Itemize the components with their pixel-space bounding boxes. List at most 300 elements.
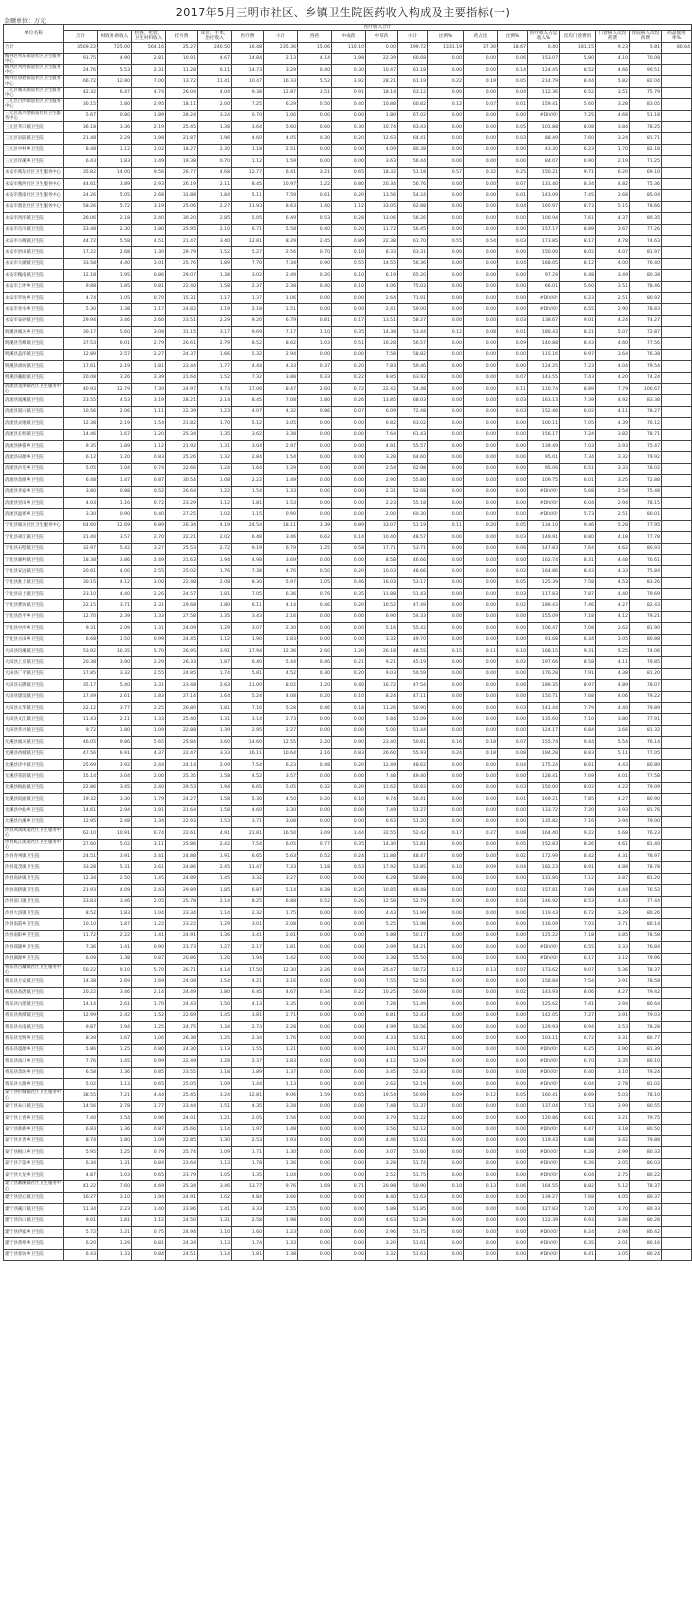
table-row	[4, 771, 692, 782]
value-cell: 3.28	[596, 99, 630, 110]
value-cell: 4.53	[98, 395, 132, 406]
value-cell: 4.43	[596, 759, 630, 770]
value-cell: 1.33	[264, 486, 298, 497]
value-cell: 0.00	[464, 1204, 498, 1215]
value-cell: 0.20	[332, 885, 366, 896]
value-cell: 24.51	[166, 1249, 198, 1260]
value-cell: 0.00	[498, 247, 528, 258]
table-row	[4, 737, 692, 748]
value-cell: 3.05	[596, 1249, 630, 1260]
value-cell: 4.03	[64, 497, 98, 508]
value-cell: 2.22	[232, 475, 264, 486]
value-cell: 6.09	[366, 406, 398, 417]
total-cell: 3569.22	[64, 42, 98, 53]
value-cell: 4.14	[298, 53, 332, 64]
value-cell: 11.88	[366, 851, 398, 862]
value-cell: 0.00	[464, 680, 498, 691]
value-cell: 22.40	[166, 281, 198, 292]
value-cell: 0.65	[332, 1090, 366, 1101]
value-cell: 24.49	[166, 987, 198, 998]
value-cell: 2.64	[366, 292, 398, 303]
value-cell: 0.00	[428, 53, 464, 64]
value-cell: 0.00	[332, 554, 366, 565]
value-cell: 80.26	[630, 908, 662, 919]
value-cell: 0.00	[298, 634, 332, 645]
value-cell: 1.71	[232, 1147, 264, 1158]
value-cell: 24.34	[166, 1238, 198, 1249]
value-cell: 0.10	[332, 691, 366, 702]
value-cell: 2.11	[98, 714, 132, 725]
value-cell: 7.03	[560, 441, 596, 452]
value-cell: 27.25	[166, 509, 198, 520]
value-cell: 2.90	[366, 475, 398, 486]
value-cell: 50.59	[398, 668, 428, 679]
value-cell: 0.00	[428, 611, 464, 622]
value-cell: 0.00	[464, 702, 498, 713]
value-cell: 6.47	[560, 1124, 596, 1135]
value-cell: 2.14	[132, 987, 166, 998]
value-cell: 5.24	[232, 691, 264, 702]
value-cell: 3.91	[198, 646, 232, 657]
value-cell: 0.35	[332, 589, 366, 600]
value-cell: 1.45	[198, 873, 232, 884]
unit-name-cell: 宁化县湖村镇卫生院	[4, 554, 64, 565]
value-cell: 51.18	[630, 110, 662, 121]
value-cell: 64.60	[64, 520, 98, 531]
value-cell: 0.34	[298, 987, 332, 998]
value-cell: 5.30	[232, 794, 264, 805]
value-cell: 0.09	[498, 338, 528, 349]
value-cell: 5.16	[366, 623, 398, 634]
value-cell: 4.99	[366, 1021, 398, 1032]
value-cell: 6.58	[64, 1067, 98, 1078]
value-cell: 8.73	[560, 201, 596, 212]
unit-name-cell: 泰宁县朱口镇卫生院	[4, 1101, 64, 1112]
value-cell: 2.18	[232, 304, 264, 315]
value-cell: 80.42	[630, 1227, 662, 1238]
total-cell: 1331.19	[428, 42, 464, 53]
value-cell: 79.24	[630, 1067, 662, 1078]
value-cell: 4.69	[132, 1181, 166, 1192]
value-cell: 152.46	[528, 406, 560, 417]
value-cell: 24.89	[166, 873, 198, 884]
value-cell	[662, 646, 692, 657]
value-cell: 0.00	[464, 634, 498, 645]
value-cell: 2.53	[232, 1135, 264, 1146]
value-cell: 7.54	[232, 759, 264, 770]
value-cell: 6.51	[560, 463, 596, 474]
value-cell: 11.26	[366, 702, 398, 713]
value-cell: 0.70	[232, 110, 264, 121]
value-cell: 55.80	[398, 475, 428, 486]
value-cell: 48.47	[398, 851, 428, 862]
value-cell: 47.56	[64, 748, 98, 759]
value-cell: 8.24	[366, 691, 398, 702]
value-cell: 0.00	[428, 1158, 464, 1169]
value-cell: 6.39	[560, 1158, 596, 1169]
value-cell: 2.31	[132, 600, 166, 611]
value-cell: 12.36	[264, 646, 298, 657]
value-cell: 0.02	[498, 885, 528, 896]
value-cell: #DIV/0!	[528, 1158, 560, 1169]
unit-name-cell: 三元区白沙街道社区卫生服务中心	[4, 99, 64, 110]
value-cell: 0.32	[464, 167, 498, 178]
value-cell: 2.13	[264, 53, 298, 64]
value-cell: 2.94	[596, 1227, 630, 1238]
value-cell: 4.12	[366, 1056, 398, 1067]
value-cell: 3.99	[596, 1101, 630, 1112]
value-cell: 0.00	[332, 623, 366, 634]
value-cell: 8.02	[264, 680, 298, 691]
value-cell: 0.72	[132, 497, 166, 508]
value-cell: 3.18	[596, 1124, 630, 1135]
value-cell: 3.64	[596, 349, 630, 360]
value-cell: 79.54	[630, 361, 662, 372]
value-cell: 51.81	[398, 839, 428, 850]
value-cell: 3.46	[98, 315, 132, 326]
value-cell: 0.00	[464, 908, 498, 919]
value-cell: 0.00	[298, 1215, 332, 1226]
value-cell: 9.76	[264, 1181, 298, 1192]
value-cell: 1.13	[198, 1238, 232, 1249]
value-cell: 3.89	[98, 179, 132, 190]
value-cell: 0.21	[332, 657, 366, 668]
unit-name-cell: 泰宁县下渠乡卫生院	[4, 1158, 64, 1169]
table-row	[4, 1238, 692, 1249]
value-cell: 7.58	[366, 349, 398, 360]
value-cell: 24.75	[166, 1021, 198, 1032]
value-cell: 0.00	[498, 816, 528, 827]
value-cell: 9.38	[232, 87, 264, 98]
value-cell: 0.00	[498, 224, 528, 235]
value-cell: 3.32	[232, 873, 264, 884]
value-cell: 1.47	[98, 475, 132, 486]
value-cell: 22.39	[166, 406, 198, 417]
value-cell: 1.06	[132, 1033, 166, 1044]
value-cell: 0.00	[428, 395, 464, 406]
value-cell: 3.25	[596, 475, 630, 486]
value-cell: 5.65	[132, 737, 166, 748]
value-cell: 7.54	[560, 976, 596, 987]
value-cell	[662, 53, 692, 64]
value-cell: 1.93	[264, 1135, 298, 1146]
value-cell: 22.69	[166, 1010, 198, 1021]
value-cell: 1.56	[264, 1113, 298, 1124]
value-cell: 22.85	[166, 1135, 198, 1146]
value-cell: 2.31	[132, 65, 166, 76]
value-cell: 23.40	[366, 737, 398, 748]
value-cell: 82.18	[630, 144, 662, 155]
value-cell: 2.78	[596, 1078, 630, 1089]
value-cell: 50.72	[398, 965, 428, 976]
value-cell: 3.57	[98, 532, 132, 543]
value-cell: 30.17	[64, 327, 98, 338]
unit-name-cell: 沙县大洛镇卫生院	[4, 908, 64, 919]
value-cell: 1.96	[198, 133, 232, 144]
value-cell: 1.80	[98, 99, 132, 110]
value-cell: 17.50	[232, 965, 264, 976]
value-cell: 77.05	[630, 748, 662, 759]
value-cell: 78.37	[630, 1181, 662, 1192]
value-cell: 2.58	[232, 1215, 264, 1226]
value-cell: 4.18	[596, 532, 630, 543]
table-row	[4, 657, 692, 668]
value-cell: 8.45	[232, 395, 264, 406]
value-cell: 2.52	[366, 1170, 398, 1181]
value-cell: 1.06	[264, 110, 298, 121]
value-cell: 4.27	[596, 600, 630, 611]
table-row	[4, 714, 692, 725]
value-cell: 6.23	[264, 759, 298, 770]
value-cell: 8.30	[232, 577, 264, 588]
value-cell: 0.00	[464, 896, 498, 907]
value-cell	[662, 520, 692, 531]
value-cell: 4.00	[98, 566, 132, 577]
value-cell	[662, 976, 692, 987]
value-cell: 6.97	[560, 349, 596, 360]
value-cell: 12.58	[366, 896, 398, 907]
value-cell: 72.87	[630, 327, 662, 338]
value-cell: 21.81	[232, 828, 264, 839]
value-cell: 10.40	[366, 532, 398, 543]
value-cell: 0.00	[498, 1021, 528, 1032]
value-cell: 5.42	[98, 543, 132, 554]
value-cell: 17.92	[366, 862, 398, 873]
value-cell: 0.00	[428, 201, 464, 212]
unit-name-cell: 清流县余朋乡卫生院	[4, 475, 64, 486]
value-cell: 7.12	[560, 873, 596, 884]
value-cell: 0.00	[498, 1124, 528, 1135]
value-cell: 2.68	[98, 247, 132, 258]
value-cell: 162.74	[528, 554, 560, 565]
value-cell: 1.27	[198, 942, 232, 953]
value-cell: 25.06	[166, 201, 198, 212]
value-cell: 11.43	[64, 714, 98, 725]
value-cell: 1.04	[264, 1170, 298, 1181]
value-cell: 0.00	[332, 634, 366, 645]
value-cell	[662, 577, 692, 588]
value-cell: 1.02	[132, 144, 166, 155]
value-cell: #DIV/0!	[528, 486, 560, 497]
value-cell: 0.00	[298, 304, 332, 315]
table-row	[4, 1147, 692, 1158]
value-cell: 0.50	[298, 566, 332, 577]
value-cell: 1.80	[198, 987, 232, 998]
value-cell: 76.12	[630, 418, 662, 429]
value-cell: 1.58	[198, 805, 232, 816]
value-cell: 77.56	[630, 338, 662, 349]
value-cell: 0.00	[464, 406, 498, 417]
value-cell: 0.37	[298, 361, 332, 372]
value-cell	[662, 270, 692, 281]
unit-name-cell: 沙县青州镇卫生院	[4, 851, 64, 862]
value-cell: 5.58	[264, 224, 298, 235]
value-cell: 24.09	[166, 623, 198, 634]
value-cell: 17.22	[64, 247, 98, 258]
table-row	[4, 668, 692, 679]
value-cell: 2.27	[198, 201, 232, 212]
value-cell: 0.75	[132, 1227, 166, 1238]
value-cell: 0.00	[498, 725, 528, 736]
value-cell: 79.89	[630, 702, 662, 713]
value-cell: 4.35	[232, 1101, 264, 1112]
value-cell: 0.00	[428, 292, 464, 303]
value-cell: 1.80	[98, 1135, 132, 1146]
value-cell: 116.09	[528, 919, 560, 930]
table-row	[4, 338, 692, 349]
value-cell: 28.24	[166, 110, 198, 121]
value-cell: 2.09	[198, 759, 232, 770]
value-cell: 80.35	[630, 213, 662, 224]
value-cell: 100.67	[630, 384, 662, 395]
value-cell: 0.00	[332, 999, 366, 1010]
table-row	[4, 1044, 692, 1055]
table-row	[4, 372, 692, 383]
value-cell: 0.00	[464, 179, 498, 190]
value-cell: 2.30	[98, 224, 132, 235]
value-cell: 1.51	[198, 1101, 232, 1112]
value-cell: 4.11	[596, 657, 630, 668]
value-cell: 3.60	[198, 737, 232, 748]
value-cell: 0.00	[464, 987, 498, 998]
value-cell: 4.61	[596, 839, 630, 850]
total-cell: 9.23	[596, 42, 630, 53]
value-cell: 4.44	[596, 885, 630, 896]
value-cell: 3.08	[264, 816, 298, 827]
value-cell: 7.58	[560, 577, 596, 588]
value-cell: 3.12	[596, 953, 630, 964]
value-cell: 0.48	[298, 759, 332, 770]
value-cell: 9.21	[366, 657, 398, 668]
value-cell: 3.29	[596, 908, 630, 919]
value-cell: 7.87	[560, 589, 596, 600]
value-cell: 4.37	[132, 748, 166, 759]
value-cell: 4.20	[596, 372, 630, 383]
value-cell: 155.74	[528, 737, 560, 748]
value-cell: 0.00	[464, 668, 498, 679]
value-cell: 131.40	[528, 179, 560, 190]
value-cell: 4.44	[232, 361, 264, 372]
value-cell	[662, 475, 692, 486]
value-cell: 0.00	[428, 110, 464, 121]
value-cell: 0.00	[298, 463, 332, 474]
value-cell: 75.47	[630, 441, 662, 452]
column-header: 门诊病人次均药费	[596, 31, 630, 42]
value-cell: 4.27	[596, 987, 630, 998]
value-cell: 4.60	[596, 338, 630, 349]
unit-name-cell: 大田县均溪镇卫生院	[4, 646, 64, 657]
value-cell: 4.74	[64, 292, 98, 303]
value-cell: 0.20	[298, 270, 332, 281]
value-cell: 5.15	[596, 201, 630, 212]
value-cell	[662, 486, 692, 497]
value-cell: 9.01	[64, 1215, 98, 1226]
value-cell: 0.00	[464, 1192, 498, 1203]
value-cell: 4.44	[132, 1090, 166, 1101]
value-cell: 0.99	[132, 1056, 166, 1067]
unit-name-cell: 将乐县黄潭镇卫生院	[4, 1010, 64, 1021]
value-cell: 0.00	[464, 110, 498, 121]
value-cell: 31.15	[166, 327, 198, 338]
value-cell	[662, 999, 692, 1010]
value-cell: 3.91	[596, 976, 630, 987]
value-cell: 74.63	[630, 235, 662, 246]
value-cell: 4.66	[596, 65, 630, 76]
value-cell: 28.21	[366, 76, 398, 87]
value-cell: 49.40	[398, 771, 428, 782]
value-cell: 1.17	[198, 292, 232, 303]
value-cell: 54.33	[398, 611, 428, 622]
value-cell: 2.90	[596, 304, 630, 315]
value-cell: 0.00	[332, 725, 366, 736]
value-cell: 0.35	[332, 839, 366, 850]
value-cell: 2.27	[264, 725, 298, 736]
value-cell: 50.17	[398, 930, 428, 941]
value-cell: 10.74	[366, 122, 398, 133]
value-cell: 3.31	[132, 680, 166, 691]
value-cell: 62.88	[398, 201, 428, 212]
value-cell: 47.11	[398, 691, 428, 702]
value-cell: 50.83	[398, 782, 428, 793]
value-cell: 172.99	[528, 851, 560, 862]
value-cell: 0.20	[332, 190, 366, 201]
value-cell: 5.63	[264, 851, 298, 862]
value-cell: 4.82	[596, 179, 630, 190]
table-row	[4, 361, 692, 372]
value-cell: 0.00	[464, 873, 498, 884]
value-cell: 1.18	[298, 862, 332, 873]
value-cell: 0.00	[298, 144, 332, 155]
value-cell	[662, 1135, 692, 1146]
value-cell	[662, 953, 692, 964]
value-cell: 4.60	[232, 133, 264, 144]
value-cell	[662, 600, 692, 611]
value-cell: 0.00	[332, 1113, 366, 1124]
value-cell: 0.88	[98, 486, 132, 497]
value-cell: 12.81	[232, 235, 264, 246]
value-cell: 0.00	[498, 156, 528, 167]
value-cell: 11.88	[366, 589, 398, 600]
value-cell: 1.32	[198, 452, 232, 463]
value-cell: 33.58	[64, 258, 98, 269]
value-cell: 51.20	[398, 816, 428, 827]
value-cell: 129.93	[528, 1021, 560, 1032]
value-cell: 4.46	[366, 1135, 398, 1146]
value-cell: 51.03	[398, 1135, 428, 1146]
value-cell: 1.98	[132, 133, 166, 144]
value-cell: 4.32	[264, 406, 298, 417]
value-cell: 4.07	[596, 247, 630, 258]
value-cell: 0.10	[332, 281, 366, 292]
value-cell: 1.31	[132, 623, 166, 634]
value-cell: 8.17	[560, 235, 596, 246]
value-cell: 53.85	[398, 862, 428, 873]
total-cell: 80.64	[662, 42, 692, 53]
value-cell: 31.88	[166, 190, 198, 201]
value-cell: 115.16	[528, 349, 560, 360]
value-cell: 0.07	[498, 737, 528, 748]
value-cell: 14.14	[64, 999, 98, 1010]
value-cell: 3.88	[264, 372, 298, 383]
value-cell: 0.08	[498, 828, 528, 839]
value-cell: 1.76	[198, 566, 232, 577]
value-cell: 7.16	[232, 702, 264, 713]
value-cell: 0.00	[464, 441, 498, 452]
value-cell: 4.91	[366, 441, 398, 452]
table-body	[4, 42, 692, 1261]
value-cell: 54.21	[398, 942, 428, 953]
value-cell: 18.27	[166, 144, 198, 155]
